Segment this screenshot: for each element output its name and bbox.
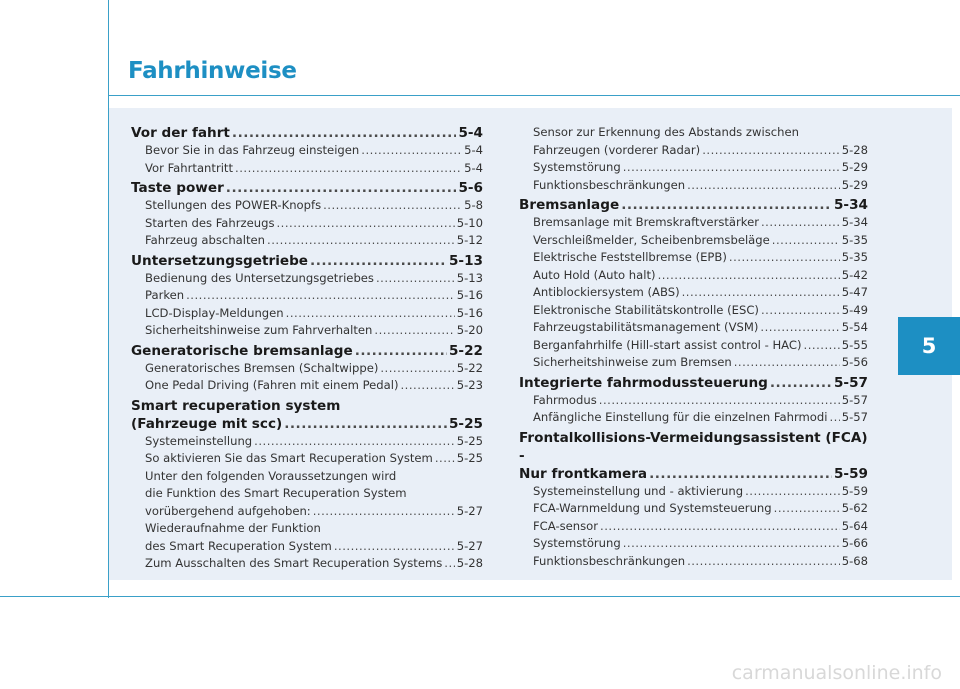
toc-entry-line[interactable]: Wiederaufnahme der Funktion [145,521,321,535]
toc-entry[interactable]: One Pedal Driving (Fahren mit einem Pedal) ..... 5-23 [131,377,483,395]
toc-entry[interactable]: Systemstörung ..... 5-29 [519,159,868,177]
toc-right-column [519,124,868,570]
toc-entry[interactable]: Verschleißmelder, Scheibenbremsbeläge ..... 5-35 [519,232,868,250]
toc-entry[interactable]: Bremsanlage mit Bremskraftverstärker ..... 5-34 [519,214,868,232]
toc-entry[interactable]: Antiblockiersystem (ABS) ..... 5-47 [519,284,868,302]
toc-heading[interactable]: Bremsanlage ..... 5-34 [519,196,868,214]
toc-entry[interactable]: Generatorisches Bremsen (Schaltwippe) ..... 5-22 [131,360,483,378]
toc-entry[interactable]: Systemstörung ..... 5-66 [519,535,868,553]
toc-entry[interactable]: Elektronische Stabilitätskontrolle (ESC) ..... 5-49 [519,302,868,320]
toc-entry[interactable]: LCD-Display-Meldungen ..... 5-16 [131,305,483,323]
toc-entry[interactable]: Fahrmodus ..... 5-57 [519,392,868,410]
toc-heading[interactable]: (Fahrzeuge mit scc) ..... 5-25 [131,415,483,433]
toc-entry-line[interactable]: die Funktion des Smart Recuperation System [145,486,407,500]
toc-entry[interactable]: Berganfahrhilfe (Hill-start assist control - HAC) ..... 5-55 [519,337,868,355]
toc-entry[interactable]: Starten des Fahrzeugs ..... 5-10 [131,215,483,233]
toc-heading[interactable]: Untersetzungsgetriebe ..... 5-13 [131,252,483,270]
toc-heading-line1[interactable]: Smart recuperation system [131,397,341,414]
toc-entry[interactable]: Zum Ausschalten des Smart Recuperation Systems ..... 5-28 [131,555,483,573]
watermark: carmanualsonline.info [731,662,942,684]
toc-entry[interactable]: Stellungen des POWER-Knopfs ..... 5-8 [131,197,483,215]
toc-entry[interactable]: So aktivieren Sie das Smart Recuperation System ..... 5-25 [131,450,483,468]
toc-entry[interactable]: Systemeinstellung und - aktivierung ..... 5-59 [519,483,868,501]
toc-heading-line1[interactable]: Frontalkollisions-Vermeidungsassistent (FCA) - [519,429,868,464]
toc-entry[interactable]: Sicherheitshinweise zum Fahrverhalten ..... 5-20 [131,322,483,340]
page-title: Fahrhinweise [128,58,297,84]
toc-entry[interactable]: Bedienung des Untersetzungsgetriebes ..... 5-13 [131,270,483,288]
toc-heading[interactable]: Generatorische bremsanlage ..... 5-22 [131,342,483,360]
toc-entry[interactable]: FCA-sensor ..... 5-64 [519,518,868,536]
toc-entry[interactable]: Parken ..... 5-16 [131,287,483,305]
toc-left-column [131,124,483,573]
bottom-line [0,596,960,597]
toc-entry[interactable]: Vor Fahrtantritt ..... 5-4 [131,160,483,178]
toc-entry[interactable]: Fahrzeugstabilitätsmanagement (VSM) ..... 5-54 [519,319,868,337]
toc-heading[interactable]: Nur frontkamera ..... 5-59 [519,465,868,483]
toc-entry[interactable]: Funktionsbeschränkungen ..... 5-29 [519,177,868,195]
toc-entry[interactable]: Auto Hold (Auto halt) ..... 5-42 [519,267,868,285]
toc-entry[interactable]: des Smart Recuperation System ..... 5-27 [131,538,483,556]
title-underline [108,95,960,96]
toc-entry[interactable]: FCA-Warnmeldung und Systemsteuerung ..... 5-62 [519,500,868,518]
toc-entry[interactable]: Sicherheitshinweise zum Bremsen ..... 5-56 [519,354,868,372]
toc-entry[interactable]: Elektrische Feststellbremse (EPB) ..... 5-35 [519,249,868,267]
toc-entry[interactable]: Bevor Sie in das Fahrzeug einsteigen ..... 5-4 [131,142,483,160]
toc-entry[interactable]: Fahrzeugen (vorderer Radar) ..... 5-28 [519,142,868,160]
toc-entry[interactable]: vorübergehend aufgehoben: ..... 5-27 [131,503,483,521]
toc-entry[interactable]: Anfängliche Einstellung für die einzelnen Fahrmodi ..... 5-57 [519,409,868,427]
toc-heading[interactable]: Taste power ..... 5-6 [131,179,483,197]
toc-heading[interactable]: Integrierte fahrmodussteuerung ..... 5-57 [519,374,868,392]
chapter-tab[interactable]: 5 [898,317,960,375]
toc-entry[interactable]: Fahrzeug abschalten ..... 5-12 [131,232,483,250]
toc-entry-line[interactable]: Sensor zur Erkennung des Abstands zwischen [533,125,799,139]
toc-entry-line[interactable]: Unter den folgenden Voraussetzungen wird [145,468,397,483]
toc-entry[interactable]: Systemeinstellung ..... 5-25 [131,433,483,451]
toc-entry[interactable]: Funktionsbeschränkungen ..... 5-68 [519,553,868,571]
toc-heading[interactable]: Vor der fahrt ..... 5-4 [131,124,483,142]
